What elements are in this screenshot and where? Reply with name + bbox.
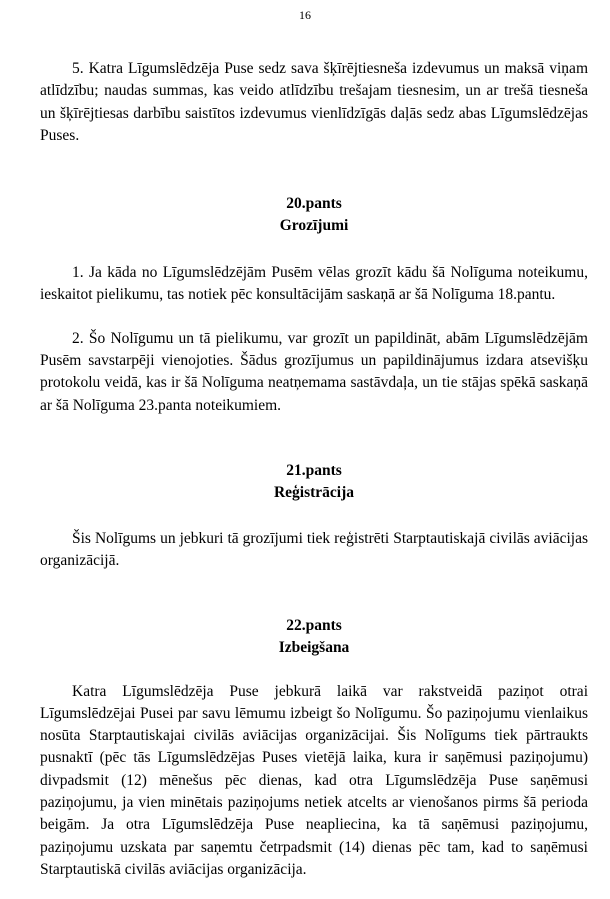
article-22-number: 22.pants — [286, 616, 342, 634]
document-body — [40, 58, 588, 881]
article-22-section — [40, 615, 588, 882]
article-22-title: Izbeigšana — [278, 638, 350, 656]
page-number: 16 — [299, 8, 311, 22]
article-21-paragraph: Šis Nolīgums un jebkuri tā grozījumi tiek reģistrēti Starptautiskajā civilās aviācijas organizācijā. — [40, 529, 588, 570]
article-21-section — [40, 460, 588, 573]
article-19-paragraph-5: 5. Katra Līgumslēdzēja Puse sedz sava šķīrējtiesneša izdevumus un maksā viņam atlīdzību; naudas summas, kas veido atlīdzību trešajam tiesnesim, un ar trešā tiesneša un šķīrējtiesas darbību saistītos izdevumus vienlīdzīgās daļās sedz abas Līgumslēdzējas Puses. — [40, 60, 588, 144]
article-20-number: 20.pants — [286, 195, 342, 213]
article-20-section — [40, 193, 588, 417]
article-20-title: Grozījumi — [279, 217, 349, 235]
article-21-number: 21.pants — [286, 461, 342, 479]
article-22-paragraph: Katra Līgumslēdzēja Puse jebkurā laikā var rakstveidā paziņot otrai Līgumslēdzējai Pusei par savu lēmumu izbeigt šo Nolīgumu. Šo paziņojumu vienlaikus nosūta Starptautiskajai civilās aviācijas organizācijai. Šis Nolīgums tiek pārtraukts pusnaktī (pēc tās Līgumslēdzējas Puses vietējā laika, kura ir saņēmusi paziņojumu) divpadsmit (12) mēnešus pēc dienas, kad otra Līgumslēdzēja Puse saņēmusi paziņojumu, ja vien minētais paziņojums netiek atcelts ar vienošanos pirms šā perioda beigām. Ja otra Līgumslēdzēja Puse neapliecina, ka tā saņēmusi paziņojumu, paziņojumu uzskata par saņemtu četrpadsmit (14) dienas pēc tam, kad to saņēmusi Starptautiskā civilās aviācijas organizācija. — [40, 682, 588, 878]
article-21-title: Reģistrācija — [273, 483, 355, 501]
article-20-paragraph-2: 2. Šo Nolīgumu un tā pielikumu, var grozīt un papildināt, abām Līgumslēdzējām Pusēm savstarpēji vienojoties. Šādus grozījumus un papildinājumus izdara atsevišķu protokolu veidā, kas ir šā Nolīguma neatņemama sastāvdaļa, un tie stājas spēkā saskaņā ar šā Nolīguma 23.panta noteikumiem. — [40, 329, 588, 414]
article-20-paragraph-1: 1. Ja kāda no Līgumslēdzējām Pusēm vēlas grozīt kādu šā Nolīguma noteikumu, ieskaitot pielikumu, tas notiek pēc konsultācijām saskaņā ar šā Nolīguma 18.pantu. — [40, 264, 588, 304]
